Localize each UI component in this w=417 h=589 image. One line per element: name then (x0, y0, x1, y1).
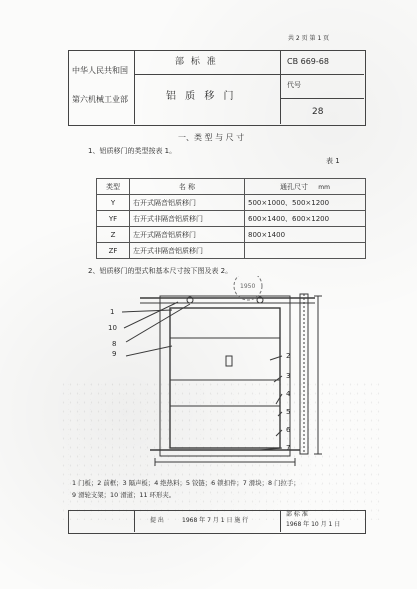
callout-label: 10 (108, 324, 117, 332)
callout-label: 3 (286, 372, 291, 380)
callout-label: 5 (286, 408, 291, 416)
table-row: ZF 左开式非隔音铝质移门 (97, 243, 366, 259)
section1-heading: 一、类 型 与 尺 寸 (178, 133, 245, 142)
callout-label: 6 (286, 426, 291, 434)
type-table (96, 178, 366, 259)
doc-title: 铝 质 移 门 (166, 91, 237, 102)
item2-text: 2、铝质移门的型式和基本尺寸按下图及表 2。 (88, 267, 233, 275)
table-row: YF 右开式非隔音铝质移门 600×1400、600×1200 (97, 211, 366, 227)
callout-label: 9 (112, 350, 117, 358)
footer-approved: 1968 年 10 月 1 日 (286, 521, 341, 528)
door-panel (170, 308, 280, 448)
table-header-row (97, 179, 366, 195)
callout-label: 2 (286, 352, 291, 360)
standard-type: 部 标 准 (175, 57, 218, 67)
legend-line1: 1 门板；2 前框；3 隔声板；4 绝热料；5 铰链；6 锁扣件；7 滑块；8 门拉手； (72, 479, 300, 487)
col-header-type: 类型 (97, 179, 130, 195)
callout-label: 7 (286, 444, 291, 452)
standard-code: CB 669-68 (287, 57, 329, 66)
org-line1: 中华人民共和国 (72, 66, 128, 75)
org-line2: 第六机械工业部 (72, 95, 128, 104)
callout-label: 4 (286, 390, 291, 398)
callout-label: 8 (112, 340, 117, 348)
code-label: 代号 (287, 81, 301, 89)
footer-proposer: 提 出 (150, 517, 164, 524)
footer-enforced: 1968 年 7 月 1 日 施 行 (182, 517, 249, 524)
legend-line2: 9 滑轮支架；10 滑道；11 环形夹。 (72, 491, 176, 499)
stamp-text: 1950 (240, 283, 256, 290)
item1-text: 1、铝质移门的类型按表 1。 (88, 147, 177, 155)
door-drawing (60, 276, 360, 476)
door-frame (160, 296, 290, 456)
table-row: Z 左开式隔音铝质移门 800×1400 (97, 227, 366, 243)
doc-number: 28 (312, 107, 324, 117)
col-header-size: 通孔尺寸 mm (245, 179, 366, 195)
page-indicator: 共 2 页 第 1 页 (288, 35, 330, 42)
col-header-name: 名 称 (130, 179, 245, 195)
door-handle (226, 356, 232, 366)
table-row: Y 右开式隔音铝质移门 500×1000、500×1200 (97, 195, 366, 211)
footer-approver: 部 标 准 (286, 511, 308, 518)
callout-label: 1 (110, 308, 115, 316)
table-label: 表 1 (326, 157, 340, 165)
